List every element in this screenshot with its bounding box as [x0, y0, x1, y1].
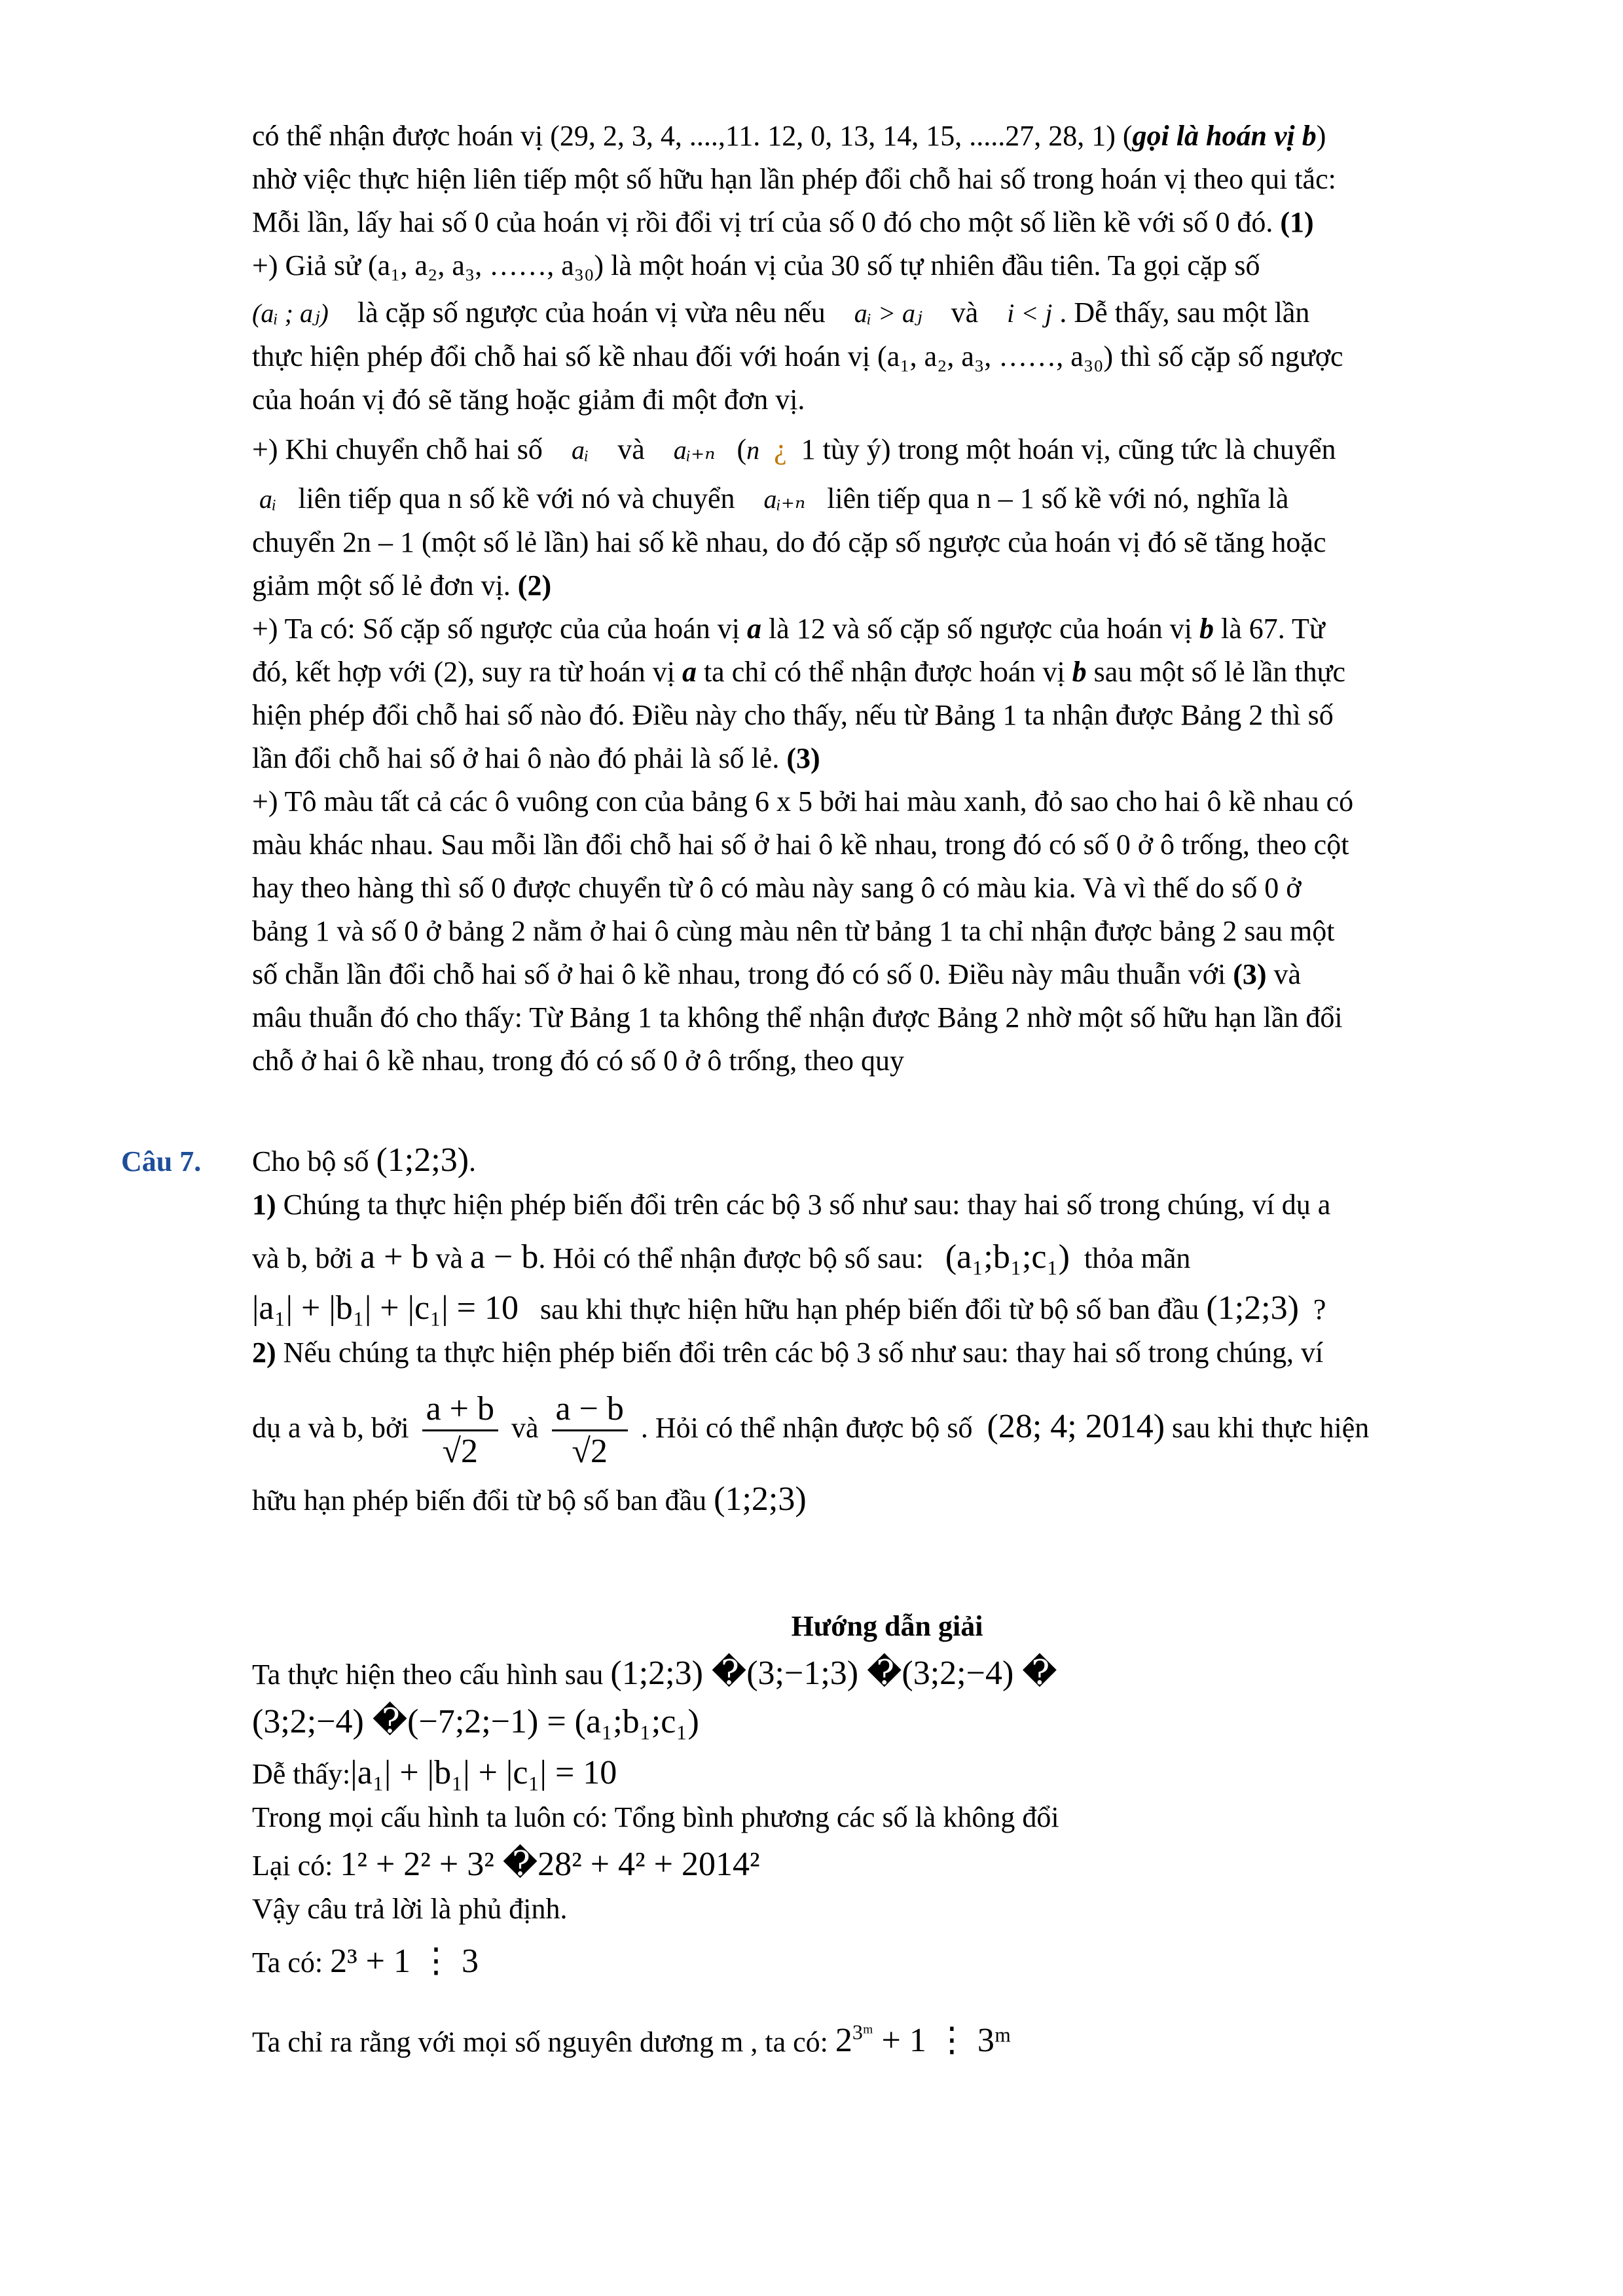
proof-line-13: [252, 651, 1496, 694]
proof-line-17: màu khác nhau. Sau mỗi lần đổi chỗ hai số ở hai ô kề nhau, trong đó có số 0 ở ô trống, theo cột: [252, 829, 1349, 861]
proof-line-14: hiện phép đổi chỗ hai số nào đó. Điều này cho thấy, nếu từ Bảng 1 ta nhận được Bảng 2 thì số: [252, 699, 1334, 731]
pair-formula: (aᵢ ; aⱼ): [252, 298, 329, 328]
solution-line-7: [252, 1940, 1496, 1984]
proof-line-9: [252, 477, 1496, 521]
proof-line-10: chuyển 2n – 1 (một số lẻ lần) hai số kề nhau, do đó cặp số ngược của hoán vị đó sẽ tăng hoặc: [252, 526, 1326, 558]
text: giảm một số lẻ đơn vị.: [252, 569, 511, 601]
tuple-formula: (1;2;3): [1206, 1289, 1299, 1327]
q7-part1-line1: [252, 1183, 1496, 1227]
permutation-b: b: [1199, 613, 1214, 645]
proof-line-4: +) Giả sử (a₁, a₂, a₃, ……, a₃₀) là một hoán vị của 30 số tự nhiên đầu tiên. Ta gọi cặp số: [252, 249, 1260, 281]
proof-section: [252, 115, 1496, 1083]
text: là 67. Từ: [1220, 613, 1325, 645]
proof-line-22: chỗ ở hai ô kề nhau, trong đó có số 0 ở ô trống, theo quy: [252, 1045, 905, 1077]
text: .: [469, 1145, 477, 1177]
solution-line-2: [252, 1700, 1496, 1745]
q7-part2-line1: [252, 1331, 1496, 1374]
fraction-numerator: a − b: [552, 1389, 628, 1431]
solution-section: [252, 1605, 1496, 2064]
proof-line-16: +) Tô màu tất cả các ô vuông con của bảng 6 x 5 bởi hai màu xanh, đỏ sao cho hai ô kề nhau có: [252, 785, 1354, 817]
fraction-denominator: √2: [442, 1433, 479, 1471]
proof-line-2: nhờ việc thực hiện liên tiếp một số hữu hạn lần phép đổi chỗ hai số trong hoán vị theo qui tắc:: [252, 163, 1336, 195]
text: lần đổi chỗ hai số ở hai ô nào đó phải là số lẻ.: [252, 742, 780, 774]
text: ?: [1313, 1293, 1326, 1325]
question-7: [252, 1139, 1496, 1522]
text: có thể nhận được hoán vị (29, 2, 3, 4, ....,11. 12, 0, 13, 14, 15, .....27, 28, 1) (: [252, 120, 1133, 152]
ai-n-symbol: aᵢ₊ₙ: [673, 435, 716, 465]
proof-line-6: thực hiện phép đổi chỗ hai số kề nhau đối với hoán vị (a₁, a₂, a₃, ……, a₃₀) thì số cặp số ngược: [252, 340, 1343, 372]
broken-glyph: ¿: [774, 433, 787, 465]
proof-line-5: [252, 291, 1496, 335]
text: sau một số lẻ lần thực: [1093, 656, 1346, 688]
ref-2: (2): [517, 569, 552, 601]
solution-line-5: [252, 1843, 1496, 1888]
proof-line-21: mâu thuẫn đó cho thấy: Từ Bảng 1 ta không thể nhận được Bảng 2 nhờ một số hữu hạn lần đổi: [252, 1001, 1343, 1033]
q7-part1-line2: [252, 1236, 1496, 1280]
text: sau khi thực hiện: [1172, 1412, 1370, 1444]
text: . Hỏi có thể nhận được bộ số sau:: [538, 1242, 924, 1274]
text: và: [435, 1242, 463, 1274]
text: hữu hạn phép biến đổi từ bộ số ban đầu: [252, 1484, 707, 1516]
text: sau khi thực hiện hữu hạn phép biến đổi từ bộ số ban đầu: [540, 1293, 1199, 1325]
text: và: [617, 433, 645, 465]
text: liên tiếp qua n số kề với nó và chuyển: [298, 482, 735, 514]
text: Ta chỉ ra rằng với mọi số nguyên dương m , ta có:: [252, 2026, 828, 2058]
ai-symbol: aᵢ: [259, 484, 277, 514]
tuple-formula: (28; 4; 2014): [987, 1408, 1165, 1445]
ai-symbol: aᵢ: [571, 435, 589, 465]
sum-formula: a + b: [360, 1238, 429, 1276]
text: Mỗi lần, lấy hai số 0 của hoán vị rồi đổi vị trí của số 0 đó cho một số liền kề với số 0 đó.: [252, 206, 1273, 238]
ref-1: (1): [1280, 206, 1314, 238]
text: 1 tùy ý) trong một hoán vị, cũng tức là chuyển: [801, 433, 1336, 465]
proof-line-8: [252, 428, 1496, 472]
text: . Hỏi có thể nhận được bộ số: [640, 1412, 973, 1444]
tuple-formula: (1;2;3): [376, 1141, 469, 1179]
permutation-a: a: [746, 613, 761, 645]
text: số chẵn lần đổi chỗ hai số ở hai ô kề nhau, trong đó có số 0. Điều này mâu thuẫn với: [252, 958, 1226, 990]
proof-line-20: [252, 953, 1496, 996]
text: (: [737, 433, 747, 465]
text: +) Ta có: Số cặp số ngược của của hoán vị: [252, 613, 740, 645]
tuple-formula: (a₁;b₁;c₁): [945, 1238, 1070, 1276]
tuple-formula: (1;2;3): [714, 1480, 807, 1518]
text: Lại có:: [252, 1850, 333, 1882]
text: và b, bởi: [252, 1242, 354, 1274]
part-number: 1): [252, 1189, 276, 1221]
ref-3: (3): [786, 742, 820, 774]
proof-line-19: bảng 1 và số 0 ở bảng 2 nằm ở hai ô cùng màu nên từ bảng 1 ta chỉ nhận được bảng 2 sau một: [252, 915, 1335, 947]
inequality-formula: aᵢ > aⱼ: [854, 298, 922, 328]
square-sum-formula: 1² + 2² + 3² �28² + 4² + 2014²: [340, 1846, 760, 1883]
configuration-chain: (1;2;3) �(3;−1;3) �(3;2;−4) �: [610, 1655, 1057, 1692]
permutation-a: a: [682, 656, 697, 688]
text: Chúng ta thực hiện phép biến đổi trên các bộ 3 số như sau: thay hai số trong chúng, ví dụ a: [283, 1189, 1331, 1221]
solution-line-8: [252, 2011, 1496, 2064]
q7-intro: [252, 1139, 1496, 1183]
text: ta chỉ có thể nhận được hoán vị: [703, 656, 1065, 688]
solution-line-4: Trong mọi cấu hình ta luôn có: Tổng bình phương các số là không đổi: [252, 1801, 1059, 1833]
permutation-b: b: [1072, 656, 1087, 688]
text: là cặp số ngược của hoán vị vừa nêu nếu: [357, 296, 826, 329]
divisibility-formula: [835, 2022, 1011, 2059]
ref-3: (3): [1233, 958, 1267, 990]
n-symbol: n: [746, 435, 760, 465]
solution-line-6: Vậy câu trả lời là phủ định.: [252, 1893, 568, 1925]
index-inequality: i < j: [1007, 298, 1053, 328]
text: và: [511, 1412, 539, 1444]
divisibility-formula: 2³ + 1 ⋮ 3: [330, 1943, 479, 1980]
proof-line-12: [252, 607, 1496, 651]
configuration-chain: (3;2;−4) �(−7;2;−1) = (a₁;b₁;c₁): [252, 1703, 699, 1740]
proof-line-1: [252, 115, 1496, 158]
text: và: [1273, 958, 1302, 990]
solution-line-3: [252, 1751, 1496, 1796]
fraction-numerator: a + b: [422, 1389, 498, 1431]
proof-line-11: [252, 564, 1496, 607]
fraction-sum: [422, 1389, 498, 1472]
text: Nếu chúng ta thực hiện phép biến đổi trên các bộ 3 số như sau: thay hai số trong chúng, ví: [283, 1336, 1324, 1369]
text: Cho bộ số: [252, 1145, 369, 1177]
q7-part2-line2: [252, 1381, 1496, 1474]
ai-n-symbol: aᵢ₊ₙ: [763, 484, 806, 514]
text: ): [1316, 120, 1326, 152]
fraction-difference: [552, 1389, 628, 1472]
formula-base: 2: [835, 2022, 852, 2060]
question-7-label: Câu 7.: [121, 1145, 202, 1177]
proof-line-15: [252, 737, 1496, 780]
text: dụ a và b, bởi: [252, 1412, 409, 1444]
abs-sum-formula: |a₁| + |b₁| + |c₁| = 10: [252, 1289, 519, 1327]
solution-line-1: [252, 1652, 1496, 1696]
text: là 12 và số cặp số ngược của hoán vị: [768, 613, 1192, 645]
text: . Dễ thấy, sau một lần: [1059, 296, 1310, 329]
abs-sum-formula: |a₁| + |b₁| + |c₁| = 10: [350, 1754, 617, 1791]
text: thỏa mãn: [1084, 1242, 1191, 1274]
formula-exponent: 3ᵐ: [852, 2020, 873, 2044]
text: liên tiếp qua n – 1 số kề với nó, nghĩa là: [827, 482, 1289, 514]
difference-formula: a − b: [469, 1238, 539, 1276]
formula-rest: + 1 ⋮ 3ᵐ: [881, 2022, 1012, 2060]
text: Ta thực hiện theo cấu hình sau: [252, 1659, 604, 1691]
permutation-b-label: gọi là hoán vị b: [1132, 120, 1317, 152]
text: Dễ thấy:: [252, 1758, 351, 1790]
proof-line-18: hay theo hàng thì số 0 được chuyển từ ô có màu này sang ô có màu kia. Và vì thế do số 0 ở: [252, 872, 1302, 904]
text: đó, kết hợp với (2), suy ra từ hoán vị: [252, 656, 675, 688]
part-number: 2): [252, 1336, 276, 1369]
text: Ta có:: [252, 1946, 323, 1979]
text: và: [951, 296, 979, 329]
text: +) Khi chuyển chỗ hai số: [252, 433, 543, 465]
proof-line-7: của hoán vị đó sẽ tăng hoặc giảm đi một đơn vị.: [252, 384, 805, 416]
solution-heading: Hướng dẫn giải: [791, 1610, 983, 1642]
proof-line-3: [252, 201, 1496, 244]
q7-part2-line3: [252, 1478, 1496, 1522]
q7-part1-line3: [252, 1287, 1496, 1331]
fraction-denominator: √2: [572, 1433, 608, 1471]
